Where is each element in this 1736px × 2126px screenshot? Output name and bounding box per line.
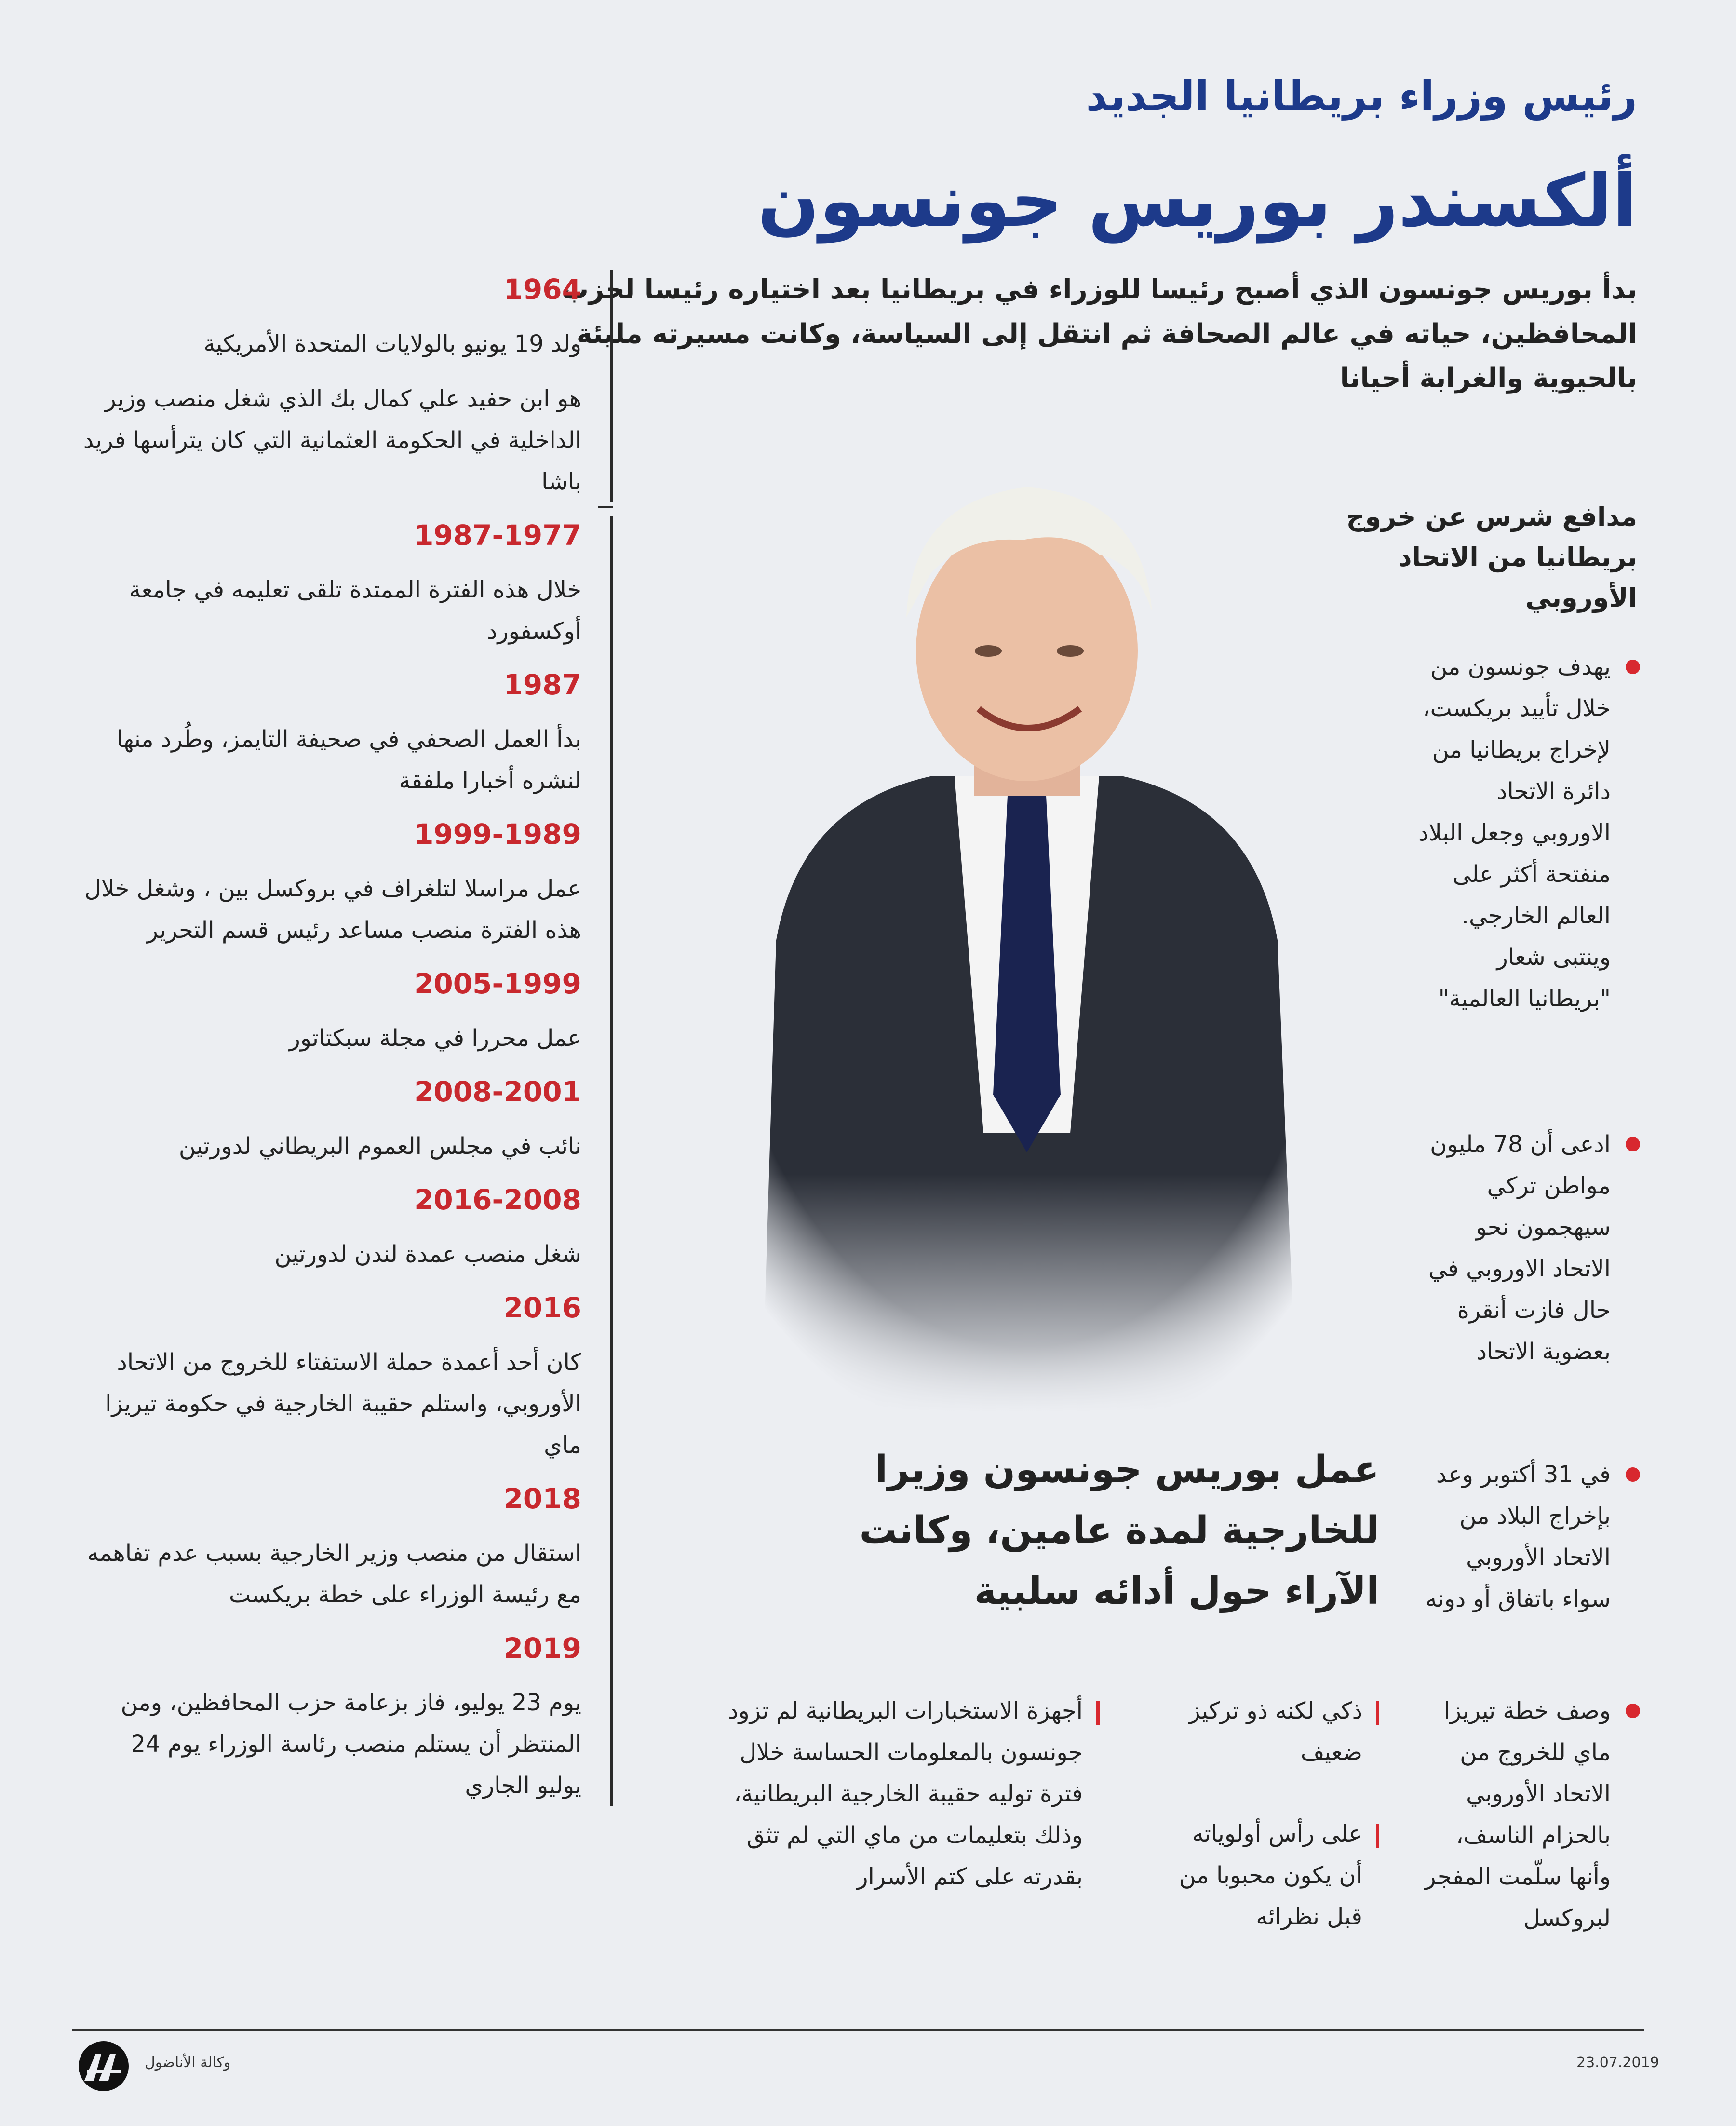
timeline-text: خلال هذه الفترة الممتدة تلقى تعليمه في جامعة أوكسفورد [129, 576, 581, 645]
timeline-entry [82, 516, 613, 1806]
footer-divider [72, 2029, 1644, 2031]
note-text: على رأس أولوياته أن يكون محبوبا من قبل نظرائه [1179, 1820, 1362, 1930]
timeline-text: استقال من منصب وزير الخارجية بسبب عدم تفاهمه مع رئيسة الوزراء على خطة بريكست [87, 1540, 581, 1608]
bullet-dot-icon [1626, 1467, 1640, 1482]
intro-paragraph: بدأ بوريس جونسون الذي أصبح رئيسا للوزراء في بريطانيا بعد اختياره رئيسا لحزب المحافظين، حياته في عالم الصحافة ثم انتقل إلى السياسة، وكانت مسيرته مليئة بالحيوية والغرابة أحيانا [561, 274, 1637, 394]
timeline-text: عمل محررا في مجلة سبكتاتور [289, 1025, 581, 1052]
timeline-text: نائب في مجلس العموم البريطاني لدورتين [178, 1133, 581, 1160]
eu-bullet [1415, 1690, 1637, 1939]
timeline-text: كان أحد أعمدة حملة الاستفتاء للخروج من الاتحاد الأوروبي، واستلم حقيبة الخارجية في حكومة تيريزا ماي [105, 1349, 581, 1459]
eu-bullet-text: وصف خطة تيريزا ماي للخروج من الاتحاد الأوروبي بالحزام الناسف، وأنها سلّمت المفجر لبروكسل [1425, 1697, 1611, 1932]
timeline-text: شغل منصب عمدة لندن لدورتين [274, 1241, 581, 1268]
bullet-dot-icon [1626, 1704, 1640, 1718]
subtitle: رئيس وزراء بريطانيا الجديد [1086, 72, 1637, 121]
note [724, 1690, 1100, 1897]
eu-bullet-text: ادعى أن 78 مليون مواطن تركي سيهجمون نحو الاتحاد الاوروبي في حال فازت أنقرة بعضوية الاتحاد [1428, 1131, 1611, 1365]
eu-section-heading: مدافع شرس عن خروج بريطانيا من الاتحاد الأوروبي [1346, 501, 1637, 613]
note-bar-icon [1376, 1824, 1379, 1848]
eu-bullet [1415, 646, 1637, 1019]
timeline-year: 2005-1999 [414, 967, 581, 1000]
note [1162, 1690, 1379, 1773]
timeline-text: هو ابن حفيد علي كمال بك الذي شغل منصب وزير الداخلية في الحكومة العثمانية التي كان يترأسها فريد باشا [83, 385, 581, 495]
note-bar-icon [1096, 1701, 1100, 1725]
timeline-year: 1987-1977 [414, 519, 581, 552]
eu-bullet-text: في 31 أكتوبر وعد بإخراج البلاد من الاتحاد الأوروبي سواء باتفاق أو دونه [1425, 1461, 1611, 1612]
timeline-year: 1987 [503, 668, 581, 701]
timeline-year: 2016-2008 [414, 1183, 581, 1216]
timeline-year: 2019 [503, 1632, 581, 1665]
timeline-year: 2016 [503, 1291, 581, 1324]
foreign-minister-statement: عمل بوريس جونسون وزيرا للخارجية لمدة عامين، وكانت الآراء حول أدائه سلبية [859, 1448, 1379, 1613]
timeline-text: عمل مراسلا لتلغراف في بروكسل بين ، وشغل خلال هذه الفترة منصب مساعد رئيس قسم التحرير [84, 875, 581, 944]
bullet-dot-icon [1626, 660, 1640, 674]
bullet-dot-icon [1626, 1137, 1640, 1151]
note [1162, 1813, 1379, 1937]
timeline-text: ولد 19 يونيو بالولايات المتحدة الأمريكية [203, 330, 581, 357]
timeline-text: بدأ العمل الصحفي في صحيفة التايمز، وطُرد منها لنشره أخبارا ملفقة [116, 726, 581, 794]
timeline-year: 1999-1989 [414, 818, 581, 851]
timeline [82, 270, 613, 1814]
eu-bullet-text: يهدف جونسون من خلال تأييد بريكست، لإخراج بريطانيا من دائرة الاتحاد الاوروبي وجعل البلاد منفتحة أكثر على العالم الخارجي. وينتبى شعار "بريطانيا العالمية" [1418, 653, 1611, 1012]
note-text: ذكي لكنه ذو تركيز ضعيف [1189, 1697, 1362, 1766]
timeline-text: يوم 23 يوليو، فاز بزعامة حزب المحافظين، ومن المنتظر أن يستلم منصب رئاسة الوزراء يوم 24 يوليو الجاري [121, 1689, 581, 1799]
eu-bullet [1415, 1454, 1637, 1620]
publish-date: 23.07.2019 [1576, 2054, 1659, 2071]
page-title: ألكسندر بوريس جونسون [757, 159, 1637, 243]
eu-bullet [1415, 1124, 1637, 1372]
note-text: أجهزة الاستخبارات البريطانية لم تزود جونسون بالمعلومات الحساسة خلال فترة توليه حقيبة الخارجية البريطانية، وذلك بتعليمات من ماي التي لم تثق بقدرته على كتم الأسرار [728, 1697, 1083, 1890]
timeline-year: 1964 [503, 273, 581, 306]
timeline-year: 2008-2001 [414, 1075, 581, 1108]
timeline-divider [598, 506, 613, 508]
agency-name: وكالة الأناضول [145, 2054, 231, 2071]
portrait-photo [704, 458, 1350, 1413]
timeline-entry [82, 270, 613, 502]
timeline-year: 2018 [503, 1482, 581, 1515]
anadolu-logo-icon [72, 2040, 135, 2093]
note-bar-icon [1376, 1701, 1379, 1725]
